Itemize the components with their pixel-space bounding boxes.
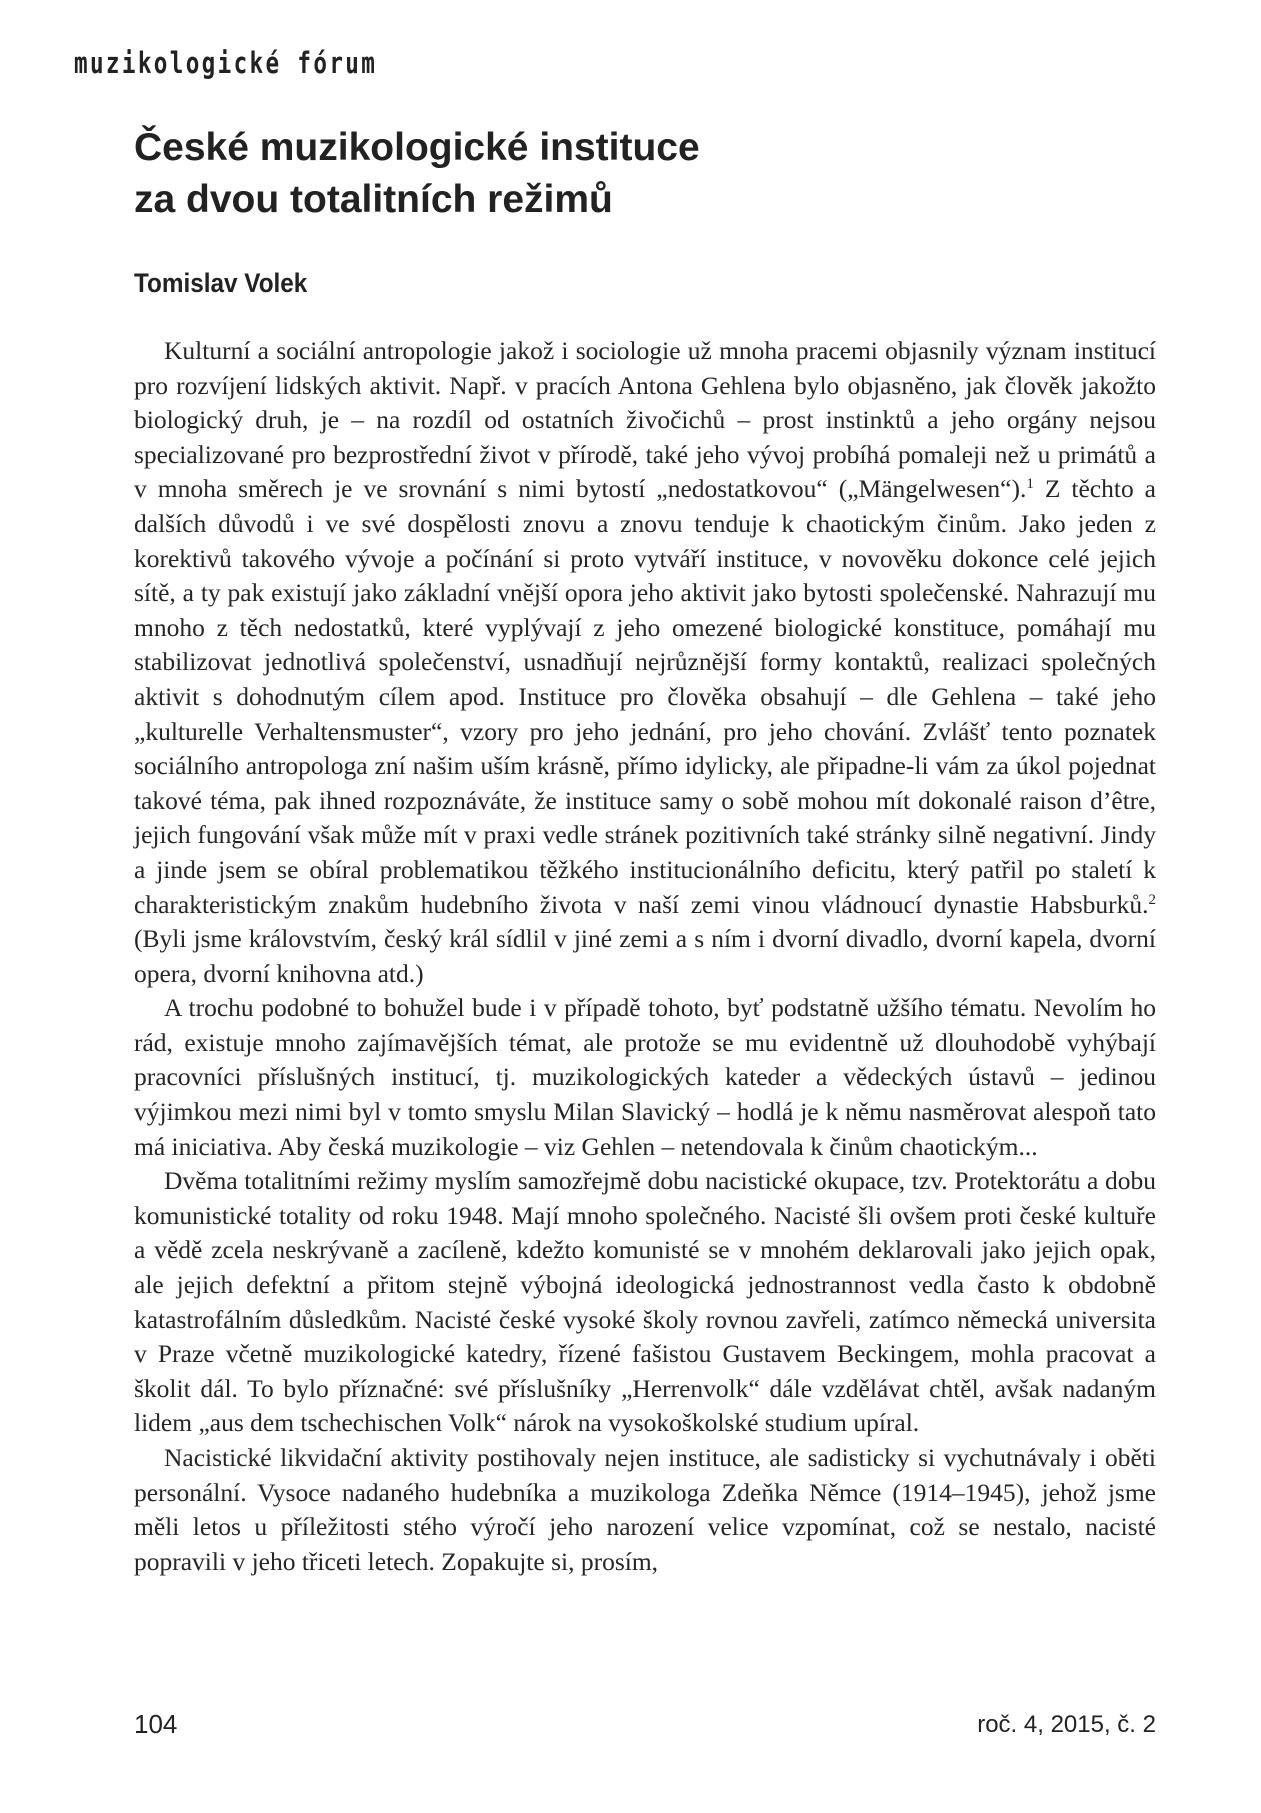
journal-header: muzikologické fórum bbox=[74, 46, 378, 80]
paragraph-text: Nacistické likvidační aktivity postihovaly nejen instituce, ale sadisticky si vychutnávaly i oběti personální. Vysoce nadaného hudebníka a muzikologa Zdeňka Němce (1914–1945), jehož jsme měli letos u příležitosti stého výročí jeho narození velice vzpomínat, což se nestalo, nacisté popravili v jeho třiceti letech. Zopakujte si, prosím, bbox=[134, 1443, 1156, 1576]
article-title-line-2: za dvou totalitních režimů bbox=[134, 178, 613, 221]
paragraph bbox=[134, 1441, 1156, 1579]
paragraph bbox=[134, 991, 1156, 1164]
paragraph bbox=[134, 1164, 1156, 1441]
paragraph-text: A trochu podobné to bohužel bude i v případě tohoto, byť podstatně užšího tématu. Nevolím ho rád, existuje mnoho zajímavějších témat, ale protože se mu evidentně už dlouhodobě vyhýbají pracovníci příslušných institucí, tj. muzikologických kateder a vědeckých ústavů – jedinou výjimkou mezi nimi byl v tomto smyslu Milan Slavický – hodlá je k němu nasměrovat alespoň tato má iniciativa. Aby česká muzikologie – viz Gehlen – netendovala k činům chaotickým... bbox=[134, 993, 1156, 1161]
issue-info: roč. 4, 2015, č. 2 bbox=[977, 1711, 1156, 1738]
footnote-ref[interactable]: 2 bbox=[1148, 891, 1156, 908]
paragraph-text: Kulturní a sociální antropologie jakož i sociologie už mnoha pracemi objasnily význam institucí pro rozvíjení lidských aktivit. Např. v pracích Antona Gehlena bylo objasněno, jak člověk jakožto biologický druh, je – na rozdíl od ostatních živočichů – prost instinktů a jeho orgány nejsou specializované pro bezprostřední život v přírodě, také jeho vývoj probíhá pomaleji než u primátů a v mnoha směrech je ve srovnání s nimi bytostí „nedostatkovou“ („Mängelwesen“). bbox=[134, 336, 1156, 504]
footnote-ref[interactable]: 1 bbox=[1026, 476, 1034, 493]
paragraph-text: Dvěma totalitními režimy myslím samozřejmě dobu nacistické okupace, tzv. Protektorátu a dobu komunistické totality od roku 1948. Mají mnoho společného. Nacisté šli ovšem proti české kultuře a vědě zcela neskrývaně a zacíleně, kdežto komunisté se v mnohém deklarovali jako jejich opak, ale jejich defektní a přitom stejně výbojná ideologická jednostrannost vedla často k obdobně katastrofálním důsledkům. Nacisté české vysoké školy rovnou zavřeli, zatímco německá universita v Praze včetně muzikologické katedry, řízené fašistou Gustavem Beckingem, mohla pracovat a školit dál. To bylo příznačné: své příslušníky „Herrenvolk“ dále vzdělávat chtěl, avšak nadaným lidem „aus dem tschechischen Volk“ nárok na vysokoškolské studium upíral. bbox=[134, 1166, 1156, 1438]
article-title-line-1: České muzikologické instituce bbox=[134, 126, 700, 169]
article-title bbox=[134, 122, 1134, 226]
article-author: Tomislav Volek bbox=[134, 268, 308, 298]
page-number: 104 bbox=[134, 1709, 178, 1739]
paragraph-text: (Byli jsme královstvím, český král sídlil v jiné zemi a s ním i dvorní divadlo, dvorní kapela, dvorní opera, dvorní knihovna atd.) bbox=[134, 924, 1156, 988]
paragraph-text: Z těchto a dalších důvodů i ve své dospělosti znovu a znovu tenduje k chaotickým činům. Jako jeden z korektivů takového vývoje a počínání si proto vytváří instituce, v novověku dokonce celé jejich sítě, a ty pak existují jako základní vnější opora jeho aktivit jako bytosti společenské. Nahrazují mu mnoho z těch nedostatků, které vyplývají z jeho omezené biologické konstituce, pomáhají mu stabilizovat jednotlivá společenství, usnadňují nejrůznější formy kontaktů, realizaci společných aktivit s dohodnutým cílem apod. Instituce pro člověka obsahují – dle Gehlena – také jeho „kulturelle Verhaltensmuster“, vzory pro jeho jednání, pro jeho chování. Zvlášť tento poznatek sociálního antropologa zní našim uším krásně, přímo idylicky, ale připadne-li vám za úkol pojednat takové téma, pak ihned rozpoznáváte, že instituce samy o sobě mohou mít dokonalé raison d’être, jejich fungování však může mít v praxi vedle stránek pozitivních také stránky silně negativní. Jindy a jinde jsem se obíral problematikou těžkého institucionálního deficitu, který patřil po staletí k charakteristickým znakům hudebního života v naší zemi vinou vládnoucí dynastie Habsburků. bbox=[134, 474, 1157, 919]
paragraph bbox=[134, 334, 1156, 991]
article-body bbox=[134, 334, 1156, 1579]
